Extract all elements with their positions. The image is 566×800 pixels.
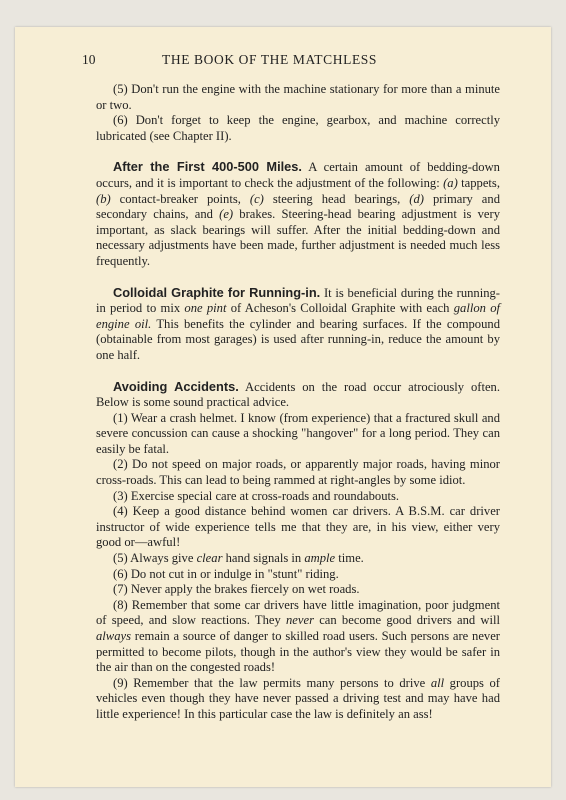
advice-1: (1) Wear a crash helmet. I know (from experience) that a fractured skull and severe concussion can cause a shocking "hangover" for a long period. They can easily be fatal. (96, 410, 500, 456)
running-title: THE BOOK OF THE MATCHLESS (162, 52, 378, 67)
advice-3: (3) Exercise special care at cross-roads and roundabouts. (113, 488, 400, 503)
advice-4: (4) Keep a good distance behind women car drivers. A B.S.M. car driver instructor of wide experience tells me that they are, in his view, either very good or—awful! (96, 504, 500, 550)
advice-9: (9) Remember that the law permits many persons to drive all groups of vehicles even though they have never passed a driving test and may have had little experience! In this particular case the law is definitely an ass! (96, 675, 501, 721)
paragraph-6: (6) Don't forget to keep the engine, gearbox, and machine correctly lubricated (see Chapter II). (96, 113, 500, 143)
section-bedding-down: After the First 400-500 Miles. A certain amount of bedding-down occurs, and it is important to check the adjustment of the following: (a) tappets, (b) contact-breaker points, (c) steering head bearings, (d) primary and secondary chains, and (e) brakes. Steering-head bearing adjustment is very important, as slack bearings will suffer. After the initial bedding-down and necessary adjustments have been made, further adjustment is needed much less frequently. (96, 159, 500, 268)
section-heading: Avoiding Accidents. (113, 378, 239, 394)
page-number: 10 (82, 52, 96, 67)
section-heading: Colloidal Graphite for Running-in. (113, 284, 321, 300)
paragraph-5: (5) Don't run the engine with the machine stationary for more than a minute or two. (96, 82, 500, 112)
section-colloidal-graphite: Colloidal Graphite for Running-in. It is beneficial during the running-in period to mix one pint of Acheson's Colloidal Graphite with each gallon of engine oil. This benefits the cylinder and bearing surfaces. If the compound (obtainable from most garages) is used after running-in, reduce the amount by one half. (96, 284, 501, 362)
advice-2: (2) Do not speed on major roads, or apparently major roads, having minor cross-roads. This can lead to being rammed at right-angles by some idiot. (96, 457, 500, 488)
advice-8: (8) Remember that some car drivers have little imagination, poor judgment of speed, and slow reactions. They never can become good drivers and will always remain a source of danger to skilled road users. Such persons are never permitted to become pilots, though in the author's view they would be safer in the air than on the congested roads! (96, 597, 500, 675)
advice-7: (7) Never apply the brakes fiercely on wet roads. (113, 582, 360, 597)
section-heading: After the First 400-500 Miles. (113, 159, 302, 175)
section-avoiding-accidents: Avoiding Accidents. Accidents on the road occur atrociously often. Below is some sound practical advice. (96, 378, 501, 410)
advice-6: (6) Do not cut in or indulge in "stunt" riding. (113, 566, 339, 581)
body-text (96, 82, 500, 723)
advice-5: (5) Always give clear hand signals in ample time. (113, 551, 364, 566)
